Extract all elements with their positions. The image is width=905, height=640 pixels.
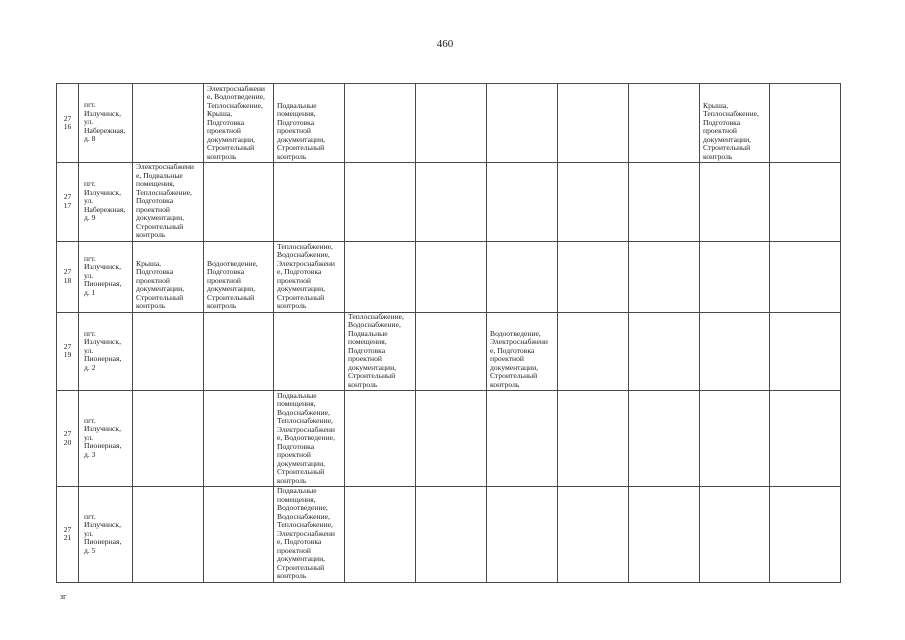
table-row [57, 84, 841, 163]
table-cell [558, 312, 629, 391]
table-cell [700, 163, 770, 242]
table-cell [558, 241, 629, 312]
table-cell [629, 312, 700, 391]
table-cell [700, 241, 770, 312]
row-number: 27 20 [57, 391, 79, 487]
table-cell [345, 391, 416, 487]
table-cell: Подвальные помещения, Подготовка проектной документации, Строительный контроль [274, 84, 345, 163]
table-cell [133, 84, 204, 163]
address-cell: пгт. Излучинск, ул. Набережная, д. 8 [79, 84, 133, 163]
address-cell: пгт. Излучинск, ул. Пионерная, д. 3 [79, 391, 133, 487]
table-row [57, 487, 841, 583]
table-cell: Теплоснабжение, Водоснабжение, Электроснабжени е, Подготовка проектной документации, Строительный контроль [274, 241, 345, 312]
table-cell [700, 312, 770, 391]
table-cell [204, 312, 274, 391]
table-cell [770, 487, 841, 583]
table-cell [629, 487, 700, 583]
table-cell [416, 84, 487, 163]
table-cell [416, 241, 487, 312]
row-number: 27 16 [57, 84, 79, 163]
table-cell [700, 391, 770, 487]
table-cell [770, 84, 841, 163]
table-cell [204, 487, 274, 583]
table-cell [274, 163, 345, 242]
table-cell [204, 391, 274, 487]
table-cell [487, 241, 558, 312]
table-cell [487, 391, 558, 487]
table-cell [133, 391, 204, 487]
table-cell: Водоотведение, Подготовка проектной документации, Строительный контроль [204, 241, 274, 312]
table-cell [629, 241, 700, 312]
table-cell [204, 163, 274, 242]
table-cell [416, 312, 487, 391]
row-number: 27 17 [57, 163, 79, 242]
table-cell [345, 241, 416, 312]
table-cell [133, 487, 204, 583]
table-cell [629, 163, 700, 242]
table-cell [770, 241, 841, 312]
address-cell: пгт. Излучинск, ул. Пионерная, д. 5 [79, 487, 133, 583]
table-cell [558, 84, 629, 163]
table-cell [345, 84, 416, 163]
table-row [57, 241, 841, 312]
table-cell: Крыша, Теплоснабжение, Подготовка проектной документации, Строительный контроль [700, 84, 770, 163]
table-cell [558, 487, 629, 583]
table-cell [770, 163, 841, 242]
table-cell: Подвальные помещения, Водоснабжение, Теплоснабжение, Электроснабжени е, Водоотведение, Подготовка проектной документации, Строительный контроль [274, 391, 345, 487]
address-cell: пгт. Излучинск, ул. Пионерная, д. 2 [79, 312, 133, 391]
table-cell: Теплоснабжение, Водоснабжение, Подвальные помещения, Подготовка проектной документации, Строительный контроль [345, 312, 416, 391]
address-cell: пгт. Излучинск, ул. Набережная, д. 9 [79, 163, 133, 242]
table-row [57, 312, 841, 391]
table-cell: Электроснабжени е, Водоотведение, Теплоснабжение, Крыша, Подготовка проектной документации, Строительный контроль [204, 84, 274, 163]
table-cell [416, 163, 487, 242]
table-cell [345, 487, 416, 583]
table-cell [629, 391, 700, 487]
address-cell: пгт. Излучинск, ул. Пионерная, д. 1 [79, 241, 133, 312]
row-number: 27 21 [57, 487, 79, 583]
table-cell [700, 487, 770, 583]
table-cell [345, 163, 416, 242]
table-cell [487, 487, 558, 583]
data-table [56, 83, 841, 583]
table-cell [487, 163, 558, 242]
table-cell: Подвальные помещения, Водоотведение, Водоснабжение, Теплоснабжение, Электроснабжени е, Подготовка проектной документации, Строительный контроль [274, 487, 345, 583]
table-cell: Крыша, Подготовка проектной документации, Строительный контроль [133, 241, 204, 312]
table-cell [770, 312, 841, 391]
table-cell [558, 163, 629, 242]
table-cell [416, 487, 487, 583]
footer-mark: зг [60, 592, 67, 601]
row-number: 27 18 [57, 241, 79, 312]
page-number: 460 [436, 38, 454, 50]
table-cell [133, 312, 204, 391]
table-cell [629, 84, 700, 163]
table-cell [487, 84, 558, 163]
table-row [57, 163, 841, 242]
table-cell [770, 391, 841, 487]
table-cell [416, 391, 487, 487]
table-cell: Электроснабжени е, Подвальные помещения, Теплоснабжение, Подготовка проектной документации, Строительный контроль [133, 163, 204, 242]
row-number: 27 19 [57, 312, 79, 391]
table-row [57, 391, 841, 487]
table-cell: Водоотведение, Электроснабжени е, Подготовка проектной документации, Строительный контроль [487, 312, 558, 391]
table-cell [274, 312, 345, 391]
table-cell [558, 391, 629, 487]
